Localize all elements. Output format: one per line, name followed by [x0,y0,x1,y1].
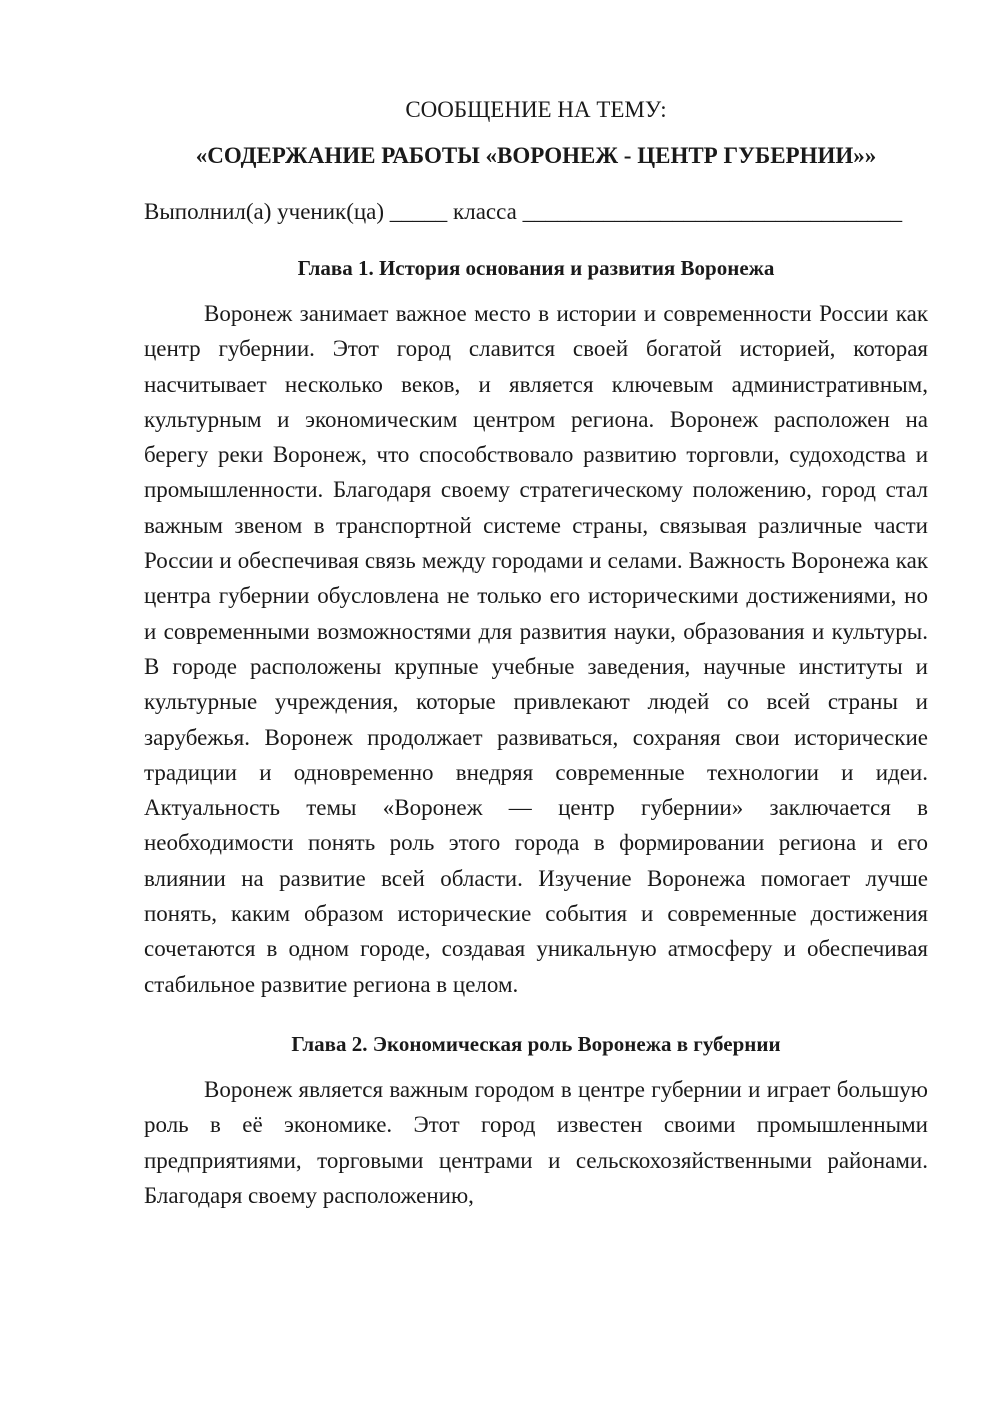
document-title: «СОДЕРЖАНИЕ РАБОТЫ «ВОРОНЕЖ - ЦЕНТР ГУБЕРНИИ»» [195,143,877,168]
document-page [144,92,928,1213]
chapter-1-paragraph: Воронеж занимает важное место в истории и современности России как центр губернии. Этот город славится своей богатой историей, которая насчитывает несколько веков, и является ключевым административным, культурным и экономическим центром региона. Воронеж расположен на берегу реки Воронеж, что способствовало развитию торговли, судоходства и промышленности. Благодаря своему стратегическому положению, город стал важным звеном в транспортной системе страны, связывая различные части России и обеспечивая связь между городами и селами. Важность Воронежа как центра губернии обусловлена не только его историческими достижениями, но и современными возможностями для развития науки, образования и культуры. В городе расположены крупные учебные заведения, научные институты и культурные учреждения, которые привлекают людей со всей страны и зарубежья. Воронеж продолжает развиваться, сохраняя свои исторические традиции и одновременно внедряя современные технологии и идеи. Актуальность темы «Воронеж — центр губернии» заключается в необходимости понять роль этого города в формировании региона и его влиянии на развитие всей области. Изучение Воронежа помогает лучше понять, каким образом исторические события и современные достижения сочетаются в одном городе, создавая уникальную атмосферу и обеспечивая стабильное развитие региона в целом. [144,301,928,997]
chapter-2-paragraph: Воронеж является важным городом в центре губернии и играет большую роль в её экономике. Этот город известен своими промышленными предприятиями, торговыми центрами и сельскохозяйственными районами. Благодаря своему расположению, [144,1076,928,1208]
author-line: Выполнил(а) ученик(ца) _____ класса _________________________________ [144,199,903,224]
chapter-1-heading: Глава 1. История основания и развития Воронежа [297,256,775,280]
document-type: СООБЩЕНИЕ НА ТЕМУ: [405,97,667,122]
chapter-2-heading: Глава 2. Экономическая роль Воронежа в губернии [291,1031,781,1056]
